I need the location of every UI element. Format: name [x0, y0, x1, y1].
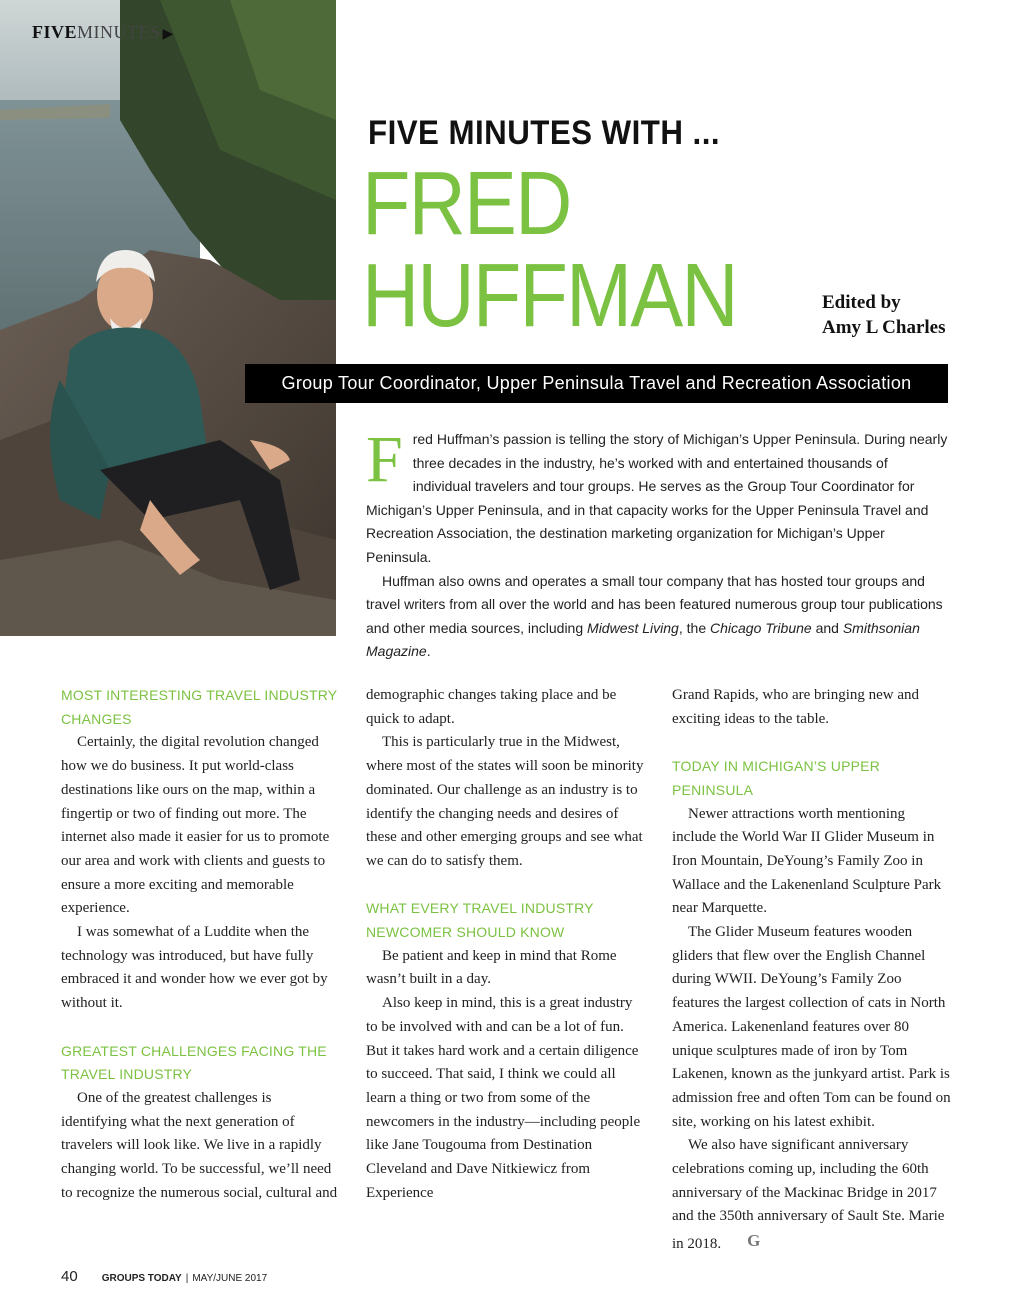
publication-smithsonian: Smithsonian Magazine — [366, 619, 920, 660]
portrait-illustration — [0, 0, 336, 636]
column-1 — [61, 684, 341, 1205]
body-paragraph: Certainly, the digital revolution changed how we do business. It put world-class destinations like ours on the map, within a fingertip or two of finding out more. The internet also made it easier for us to promote our area and work with clients and guests to ensure a more exciting and memorable experience. — [61, 734, 330, 917]
intro-paragraph-2 — [366, 570, 948, 664]
publication-name: GROUPS TODAY — [101, 1273, 182, 1284]
body-paragraph: One of the greatest challenges is identifying what the next generation of travelers will look like. We live in a rapidly changing world. To be successful, we’ll need to recognize the numerous social, cultural and — [61, 1089, 338, 1201]
intro-p2-text-d: . — [426, 643, 431, 660]
page-number: 40 — [61, 1268, 78, 1285]
page-footer — [61, 1268, 267, 1285]
subhead-today-upper-peninsula: TODAY IN MICHIGAN’S UPPER PENINSULA — [672, 758, 881, 798]
section-tag-bold: FIVE — [32, 22, 78, 42]
subhead-travel-industry-changes: MOST INTERESTING TRAVEL INDUSTRY CHANGES — [61, 687, 338, 727]
body-paragraph: demographic changes taking place and be quick to adapt. — [366, 687, 617, 727]
publication-chicago-tribune: Chicago Tribune — [710, 619, 812, 636]
title-line-1: FRED — [362, 154, 571, 254]
intro-paragraph-1 — [366, 423, 948, 570]
intro-block — [366, 423, 948, 664]
body-paragraph: Grand Rapids, who are bringing new and exciting ideas to the table. — [672, 687, 920, 727]
drop-cap: F — [366, 423, 403, 496]
portrait-photo — [0, 0, 336, 636]
intro-p2-text-b: , the — [678, 619, 710, 636]
body-paragraph: The Glider Museum features wooden gliders that flew over the English Channel during WWII. DeYoung’s Family Zoo features the largest collection of cats in North America. Lakenenland features over 80 unique sculptures made of iron by Tom Lakenen, known as the junkyard artist. Park is admission free and often Tom can be found on site, working on his latest exhibit. — [672, 924, 951, 1130]
column-2 — [366, 684, 646, 1205]
intro-p1-text: red Huffman’s passion is telling the story of Michigan’s Upper Peninsula. During nearly three decades in the industry, he’s worked with and entertained thousands of individual travelers and tour groups. He serves as the Group Tour Coordinator for Michigan’s Upper Peninsula, and in that capacity works for the Upper Peninsula Travel and Recreation Association, the destination marketing organization for Michigan’s Upper Peninsula. — [366, 431, 948, 565]
body-paragraph: I was somewhat of a Luddite when the technology was introduced, but have fully embraced it and wonder how we ever got by without it. — [61, 924, 328, 1012]
intro-p2-text-c: and — [811, 619, 843, 636]
byline — [822, 290, 946, 340]
intro-p2-text-a: Huffman also owns and operates a small tour company that has hosted tour groups and travel writers from all over the world and has been featured numerous group tour publications and other media sources, including — [366, 572, 943, 636]
section-tag-light: MINUTES — [77, 22, 161, 42]
section-arrow-icon: ▶ — [162, 27, 174, 42]
issue-date: MAY/JUNE 2017 — [192, 1273, 268, 1284]
publication-midwest-living: Midwest Living — [587, 619, 679, 636]
byline-author: Amy L Charles — [822, 317, 946, 338]
column-3 — [672, 684, 952, 1257]
subject-title-bar: Group Tour Coordinator, Upper Peninsula Travel and Recreation Association — [245, 364, 948, 403]
footer-separator: | — [185, 1273, 189, 1284]
body-paragraph — [672, 1134, 952, 1257]
body-paragraph: Be patient and keep in mind that Rome wasn’t built in a day. — [366, 947, 617, 988]
closing-text: We also have significant anniversary celebrations coming up, including the 60th anniversary of the Mackinac Bridge in 2017 and the 350th anniversary of Sault Ste. Marie in 2018. — [672, 1137, 945, 1253]
subhead-greatest-challenges: GREATEST CHALLENGES FACING THE TRAVEL INDUSTRY — [61, 1042, 327, 1083]
body-paragraph: Newer attractions worth mentioning include the World War II Glider Museum in Iron Mountain, DeYoung’s Family Zoo in Wallace and the Lakenenland Sculpture Park near Marquette. — [672, 805, 942, 917]
article-kicker: FIVE MINUTES WITH ... — [368, 114, 721, 152]
end-mark-icon: G — [747, 1231, 761, 1251]
section-tag — [32, 22, 174, 43]
title-line-2: HUFFMAN — [362, 246, 737, 346]
byline-label: Edited by — [822, 292, 901, 313]
body-paragraph: Also keep in mind, this is a great industry to be involved with and can be a lot of fun. But it takes hard work and a certain diligence to succeed. That said, I think we could all learn a thing or two from some of the newcomers in the industry—including people like Jane Tougouma from Destination Cleveland and Dave Nitkiewicz from Experience — [366, 995, 641, 1201]
body-paragraph: This is particularly true in the Midwest, where most of the states will soon be minority dominated. Our challenge as an industry is to identify the changing needs and desires of these and other emerging groups and see what we can do to satisfy them. — [366, 734, 644, 869]
subhead-newcomer-advice: WHAT EVERY TRAVEL INDUSTRY NEWCOMER SHOULD KNOW — [366, 900, 594, 941]
article-title — [362, 154, 737, 346]
